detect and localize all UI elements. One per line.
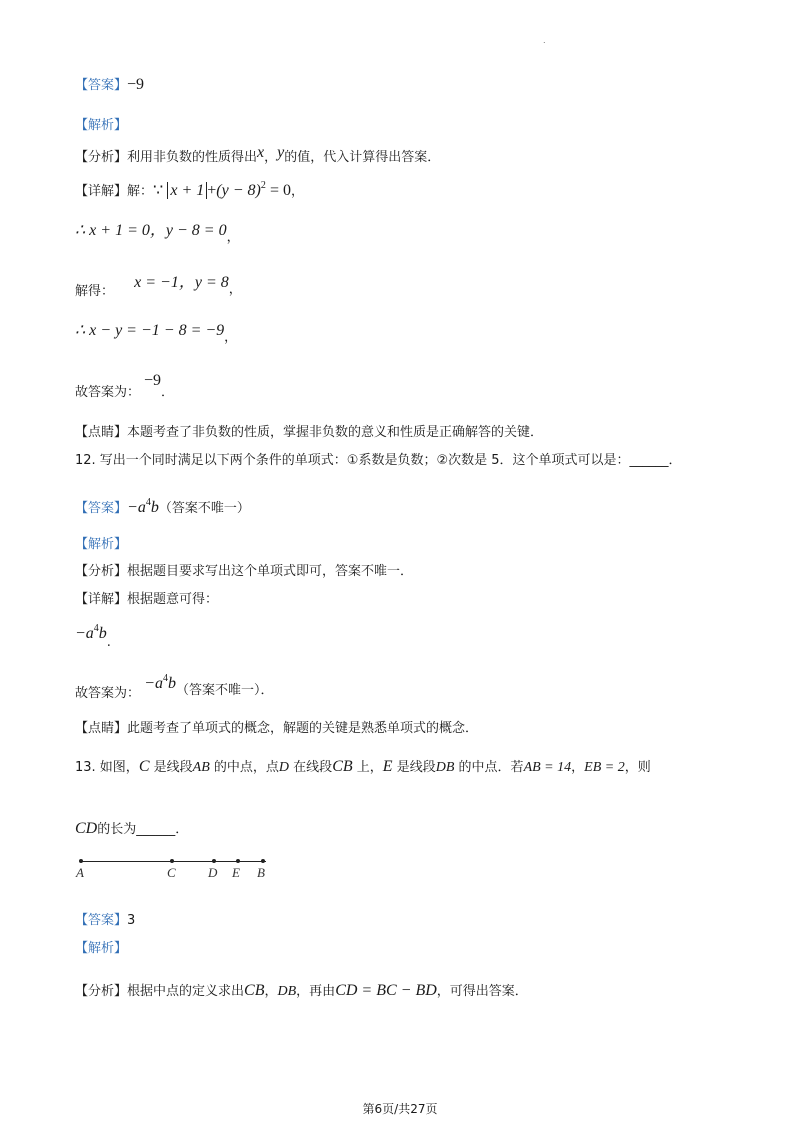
dianjing-tag: 【点睛】 [75,425,128,440]
q13-fenxi-a: 根据中点的定义求出 [127,984,245,999]
q13-condition-sep: ， [571,760,585,775]
q13-stem-d: 在线段 [293,760,333,775]
q12-detail-line [75,591,218,609]
q11-fenxi-x: x [257,144,265,161]
q11-line3-prefix: 解得： [75,284,115,299]
analysis-tag: 【解析】 [75,941,128,956]
q12-expr-period: . [106,635,111,650]
q13-fenxi-b: ，再由 [296,984,336,999]
q11-abs-expression: x + 1 [167,182,207,199]
q12-dianjing-text: 此题考查了单项式的概念，解题的关键是熟悉单项式的概念． [127,721,479,736]
label-d: D [208,865,218,880]
q12-fenxi-line [75,563,413,581]
header-mark: . [543,36,546,45]
q13-stem-g: 的中点．若 [458,760,524,775]
answer-tag: 【答案】 [75,913,128,928]
q13-stem-h: ，则 [624,760,651,775]
answer-tag: 【答案】 [75,78,128,93]
q13-stem-line2 [75,820,188,839]
q11-eq1-tail: = 0 [270,182,292,199]
q12-analysis-line [75,536,127,554]
q13-fenxi-c: ，可得出答案． [436,984,528,999]
q13-analysis-line [75,940,127,958]
q12-final-b: b [167,675,176,692]
q13-segment-db: DB [435,760,455,775]
q11-because-symbol: ∵ [153,182,164,199]
q13-point-c: C [138,758,150,775]
q12-answer-base: −a [127,499,146,516]
q11-line3-expr: x = −1，y = 8 [134,274,229,291]
q11-fenxi-comma: ， [264,150,278,165]
q11-eq1-paren: (y − 8) [216,182,261,199]
point-b-dot [261,859,265,863]
point-d-dot [212,859,216,863]
q13-answer-line [75,912,135,930]
segment-figure [76,852,276,884]
point-a-dot [79,859,83,863]
q12-expr-b: b [98,625,107,642]
q11-fenxi-y: y [277,144,285,161]
q11-line4 [75,322,238,345]
q13-segment-cb: CB [332,758,353,775]
q11-final-line [75,372,175,400]
q11-answer: −9 [127,76,145,93]
q13-fenxi-equation: CD = BC − BD [335,982,437,999]
q11-eq1-plus: + [207,182,217,199]
answer-tag: 【答案】 [75,501,128,516]
q13-condition-ab: AB = 14 [523,760,572,775]
q11-fenxi-text-a: 利用非负数的性质得出 [127,150,258,165]
q12-final-base: −a [144,675,163,692]
detail-tag: 【详解】 [75,592,128,607]
q13-fenxi-db: DB [277,984,297,999]
point-c-dot [170,859,174,863]
q12-answer-note: （答案不唯一） [158,501,250,516]
q11-line2-comma: ， [226,230,240,245]
q13-stem-line1 [75,758,651,777]
fenxi-tag: 【分析】 [75,150,128,165]
q11-answer-line [75,76,144,95]
analysis-tag: 【解析】 [75,537,128,552]
q12-dianjing-line [75,720,478,738]
q12-final-exponent: 4 [162,673,168,684]
dianjing-tag: 【点睛】 [75,721,128,736]
q11-detail-line [75,177,304,201]
q12-answer-b: b [150,499,159,516]
fenxi-tag: 【分析】 [75,564,128,579]
q13-point-e: E [382,758,393,775]
label-c: C [167,865,176,880]
q12-fenxi-text: 根据题目要求写出这个单项式即可，答案不唯一． [127,564,414,579]
q13-condition-eb: EB = 2 [584,760,625,775]
q11-fenxi-text-b: 的值，代入计算得出答案． [284,150,441,165]
q13-stem-b: 是线段 [153,760,193,775]
q11-final-period: ． [161,385,175,400]
q12-final-line [75,670,274,701]
q13-stem-a: 13. 如图， [75,760,139,775]
q13-stem-c: 的中点，点 [213,760,279,775]
q12-stem: 12. 写出一个同时满足以下两个条件的单项式：①系数是负数；②次数是 5．这个单项式可以是：______． [75,453,682,468]
q12-answer-line [75,494,250,518]
q12-detail-text: 根据题意可得： [127,592,219,607]
detail-tag: 【详解】 [75,184,128,199]
q13-fenxi-cb: CB [244,982,265,999]
q11-final-prefix: 故答案为： [75,385,141,400]
label-a: A [76,865,84,880]
q11-eq1-exponent: 2 [260,180,266,191]
q11-final-value: −9 [144,372,162,389]
point-e-dot [236,859,240,863]
q11-line3-comma: ， [228,282,242,297]
q13-point-d: D [278,760,290,775]
q12-expr-exponent: 4 [93,623,99,634]
q13-segment-ab: AB [192,760,210,775]
analysis-tag: 【解析】 [75,118,128,133]
page-footer: 第6页/共27页 [362,1102,438,1116]
fenxi-tag: 【分析】 [75,984,128,999]
q11-fenxi-line [75,144,440,167]
q11-analysis-line [75,117,127,135]
q13-fenxi-sep: ， [264,984,278,999]
q12-final-note: （答案不唯一）． [175,683,274,698]
q11-eq1-comma: ， [291,184,305,199]
q12-expr-base: −a [75,625,94,642]
q11-detail-prefix: 解： [127,184,154,199]
q11-line2-expr: ∴ x + 1 = 0，y − 8 = 0 [75,222,227,239]
q13-stem-e: 上， [356,760,383,775]
q13-answer: 3 [127,913,136,928]
q12-expr-line [75,620,111,650]
q11-line4-expr: ∴ x − y = −1 − 8 = −9 [75,322,225,339]
q13-stem-f: 是线段 [396,760,436,775]
q13-cd: CD [75,820,98,837]
q13-stem2-rest: 的长为______． [97,822,189,837]
q11-line3 [75,274,242,299]
q11-line2 [75,222,240,245]
q11-line4-comma: ， [224,330,238,345]
q11-dianjing-line [75,424,543,442]
label-e: E [232,865,240,880]
label-b: B [257,865,265,880]
q11-dianjing-text: 本题考查了非负数的性质，掌握非负数的意义和性质是正确解答的关键． [127,425,544,440]
q12-final-prefix: 故答案为： [75,686,141,701]
q12-answer-exponent: 4 [145,497,151,508]
q13-fenxi-line [75,982,528,1001]
